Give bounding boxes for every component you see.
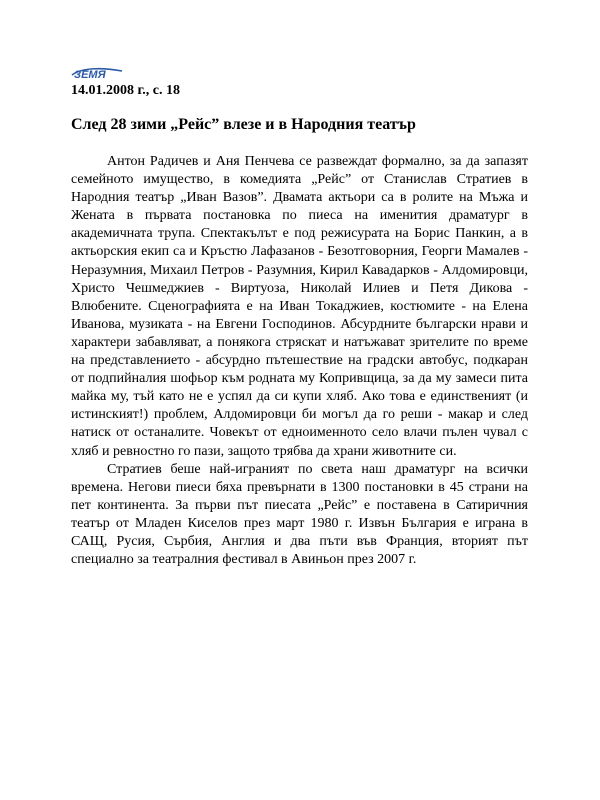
newspaper-logo-icon [71, 66, 123, 80]
article-body [71, 153, 528, 569]
newspaper-logo [71, 66, 123, 80]
article-paragraph: Стратиев беше най-играният по света наш драматург на всички времена. Негови пиеси бяха превърнати в 1300 постановки в 45 страни на пет континента. За първи път пиесата „Рейс” е поставена в Сатиричния театър от Младен Киселов през март 1980 г. Извън България е играна в САЩ, Русия, Сърбия, Англия и два пъти във Франция, вторият път специално за театралния фестивал в Авиньон през 2007 г. [71, 461, 528, 568]
article-paragraph: Антон Радичев и Аня Пенчева се развеждат формално, за да запазят семейното имущество, в комедията „Рейс” от Станислав Стратиев в Народния театър „Иван Вазов”. Двамата актьори са в ролите на Мъжа и Жената в първата постановка по пиеса на именития драматург в академичната трупа. Спектакълът е под режисурата на Борис Панкин, а в актьорския екип са и Кръстю Лафазанов - Безотговорния, Георги Мамалев - Неразумния, Михаил Петров - Разумния, Кирил Кавадарков - Алдомировци, Христо Чешмеджиев - Виртуоза, Николай Илиев и Петя Дикова - Влюбените. Сценографията е на Иван Токаджиев, костюмите - на Елена Иванова, музиката - на Евгени Господинов. Абсурдните български нрави и характери забавляват, а понякога стряскат и натъжават зрителите по време на представлението - абсурдно пътешествие на градски автобус, подкаран от подпийналия шофьор към родната му Копривщица, за да му замеси пита майка му, тъй като не е успял да си купи хляб. Ако това е единственият (и истинският!) проблем, Алдомировци би могъл да го реши - макар и след натиск от останалите. Човекът от едноименното село влачи пълен чувал с хляб и ревностно го пази, защото трябва да храни животните си. [71, 154, 528, 459]
article-title: След 28 зими „Рейс” влезе и в Народния театър [71, 116, 416, 133]
svg-text:ЗЕМЯ: ЗЕМЯ [74, 69, 106, 80]
date-page-line: 14.01.2008 г., с. 18 [71, 83, 180, 98]
